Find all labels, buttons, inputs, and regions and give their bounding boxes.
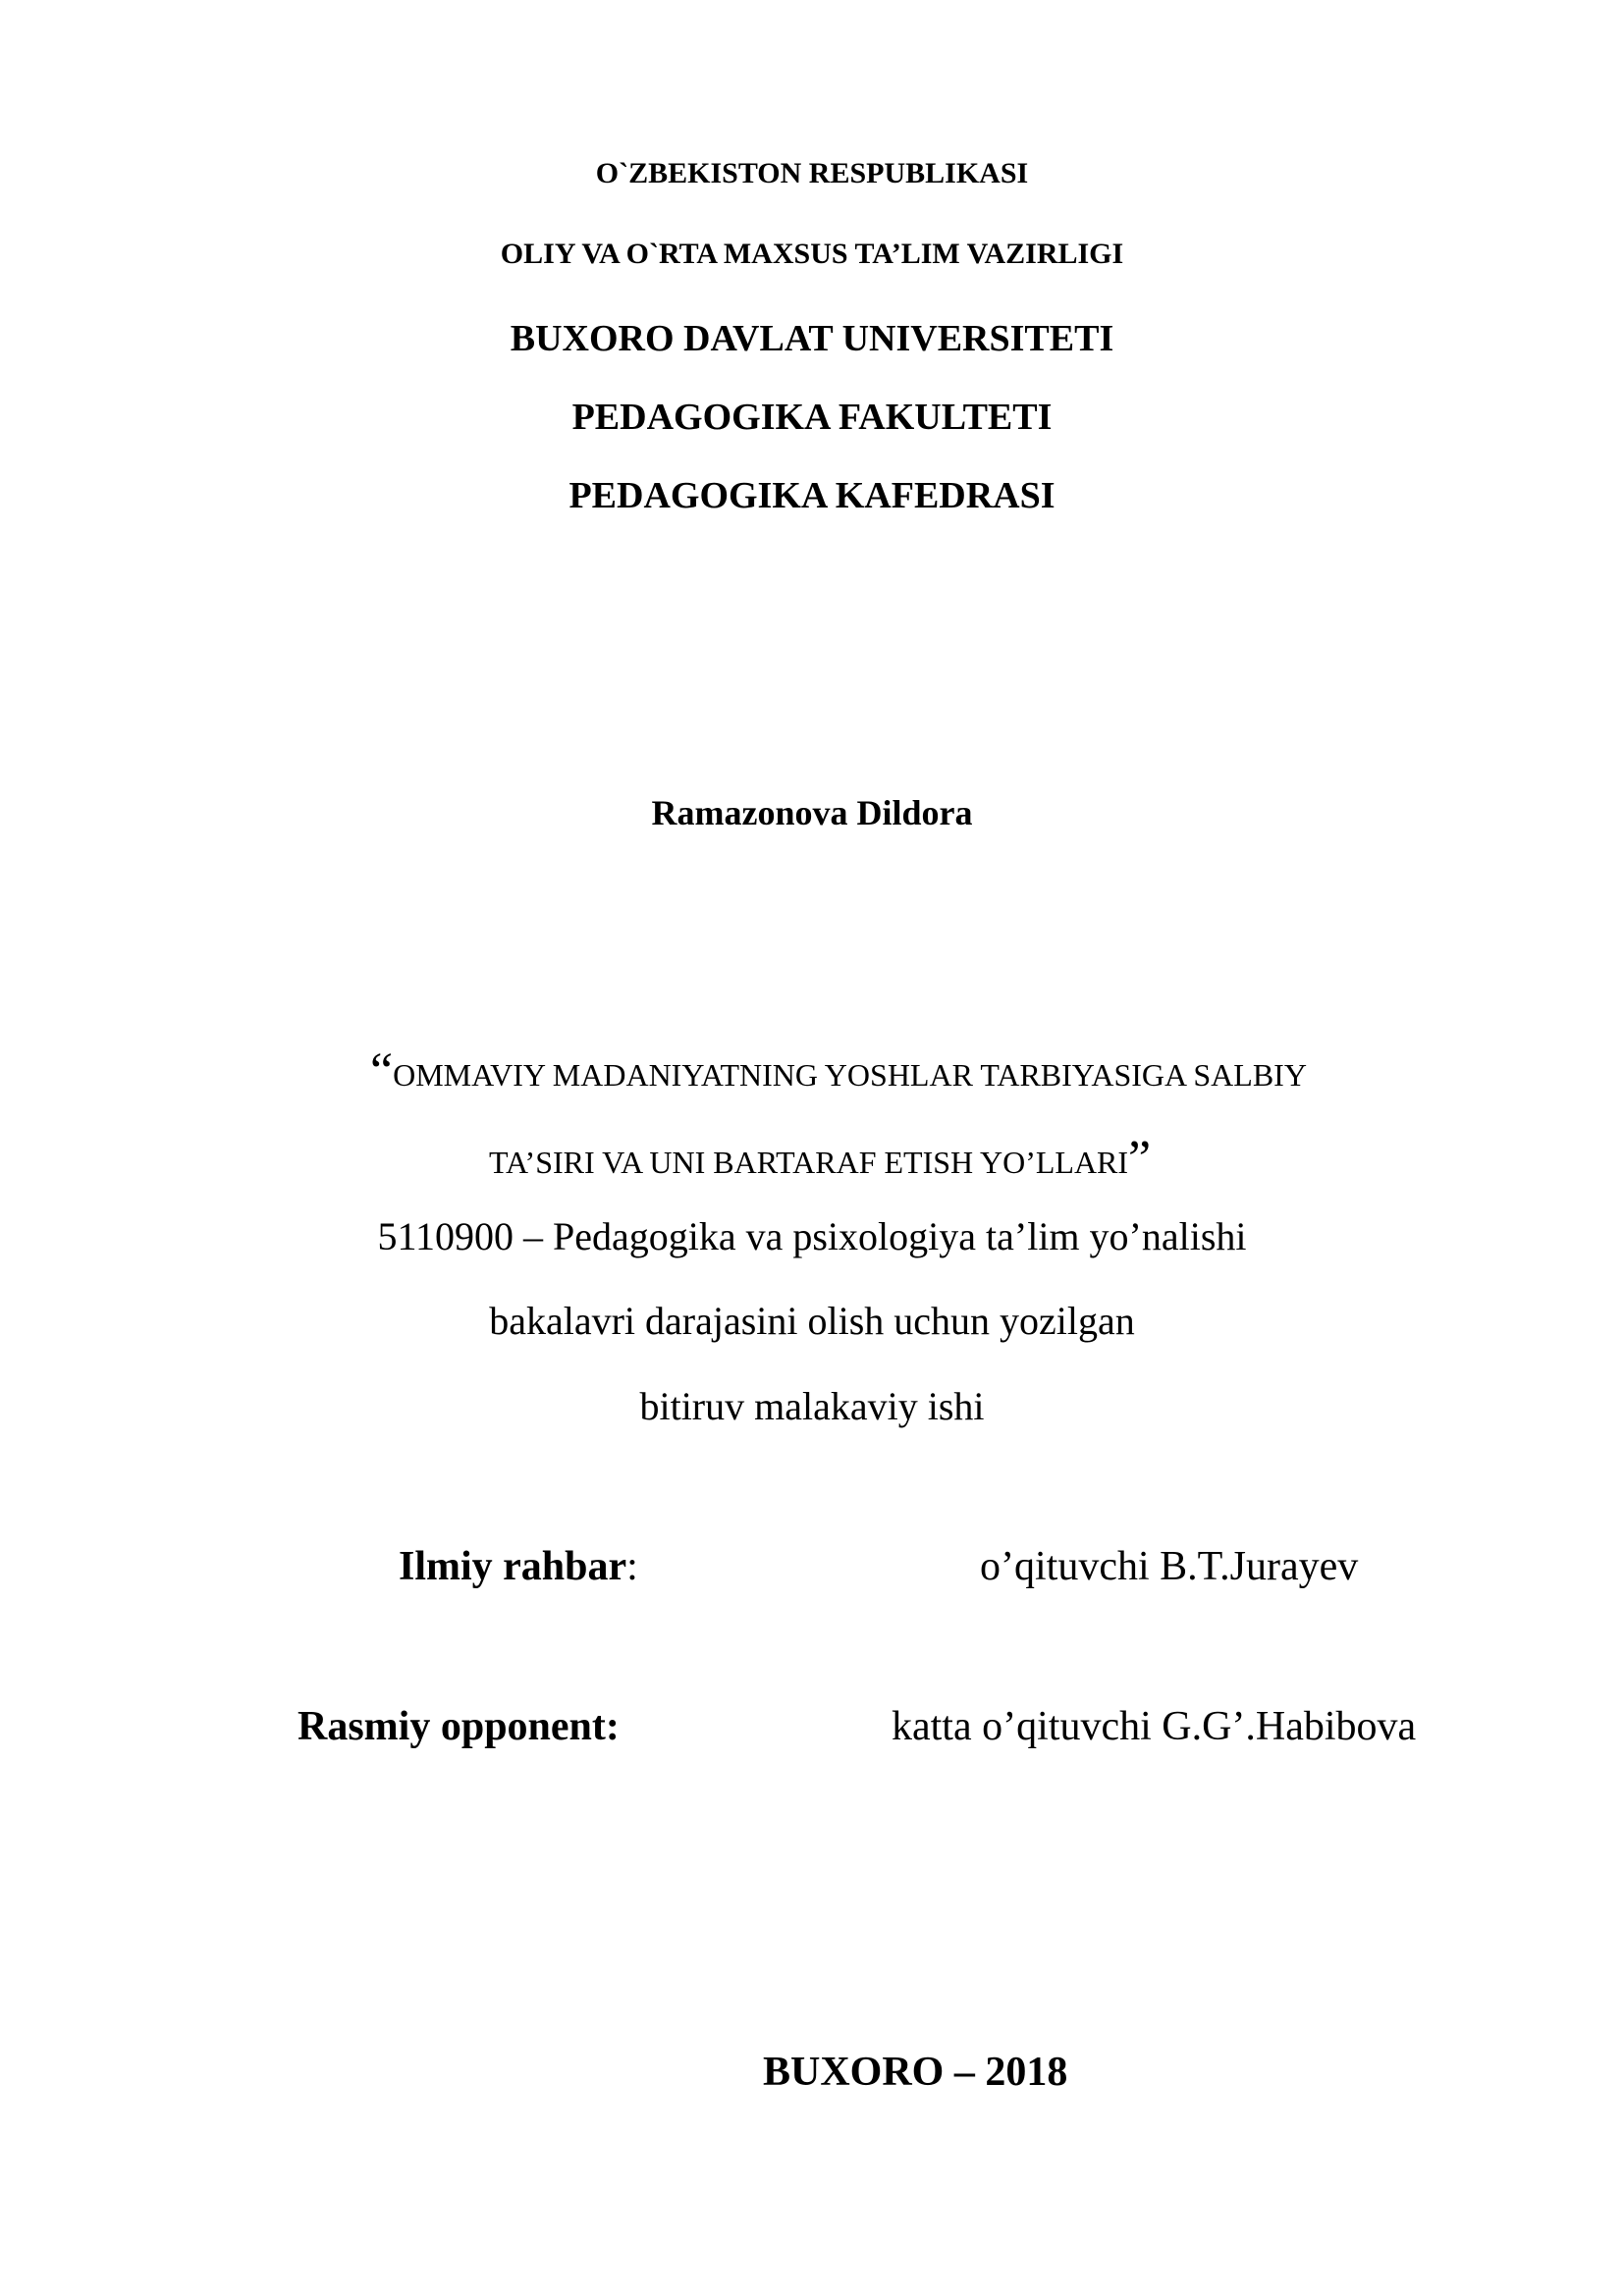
department-heading: PEDAGOGIKA KAFEDRASI: [568, 475, 1056, 516]
specialty-line: 5110900 – Pedagogika va psixologiya ta’lim yo’nalishi: [377, 1214, 1247, 1258]
faculty-heading: PEDAGOGIKA FAKULTETI: [571, 397, 1053, 438]
opponent-name: katta o’qituvchi G.G’.Habibova: [892, 1704, 1417, 1749]
supervisor-label: [399, 1546, 638, 1587]
topic-title-line-2: [489, 1131, 1152, 1187]
opponent-label: Rasmiy opponent:: [298, 1704, 620, 1749]
topic-title-text-1: OMMAVIY MADANIYATNING YOSHLAR TARBIYASIGA SALBIY: [393, 1057, 1307, 1093]
topic-close-quote: ”: [1128, 1131, 1152, 1187]
supervisor-name: o’qituvchi B.T.Jurayev: [980, 1544, 1359, 1589]
degree-line: bakalavri darajasini olish uchun yozilgan: [489, 1299, 1135, 1343]
author-name: Ramazonova Dildora: [651, 793, 973, 832]
republic-heading: O`ZBEKISTON RESPUBLIKASI: [595, 157, 1029, 189]
university-heading: BUXORO DAVLAT UNIVERSITETI: [510, 318, 1114, 359]
topic-open-quote: “: [370, 1043, 394, 1099]
supervisor-label-colon: :: [626, 1544, 638, 1589]
ministry-heading: OLIY VA O`RTA MAXSUS TA’LIM VAZIRLIGI: [500, 238, 1124, 270]
supervisor-label-text: Ilmiy rahbar: [399, 1544, 627, 1589]
topic-title-line-1: [370, 1043, 1307, 1099]
work-type-line: bitiruv malakaviy ishi: [639, 1384, 985, 1428]
topic-title-text-2: TA’SIRI VA UNI BARTARAF ETISH YO’LLARI: [489, 1145, 1129, 1180]
city-year-footer: BUXORO – 2018: [763, 2050, 1068, 2095]
